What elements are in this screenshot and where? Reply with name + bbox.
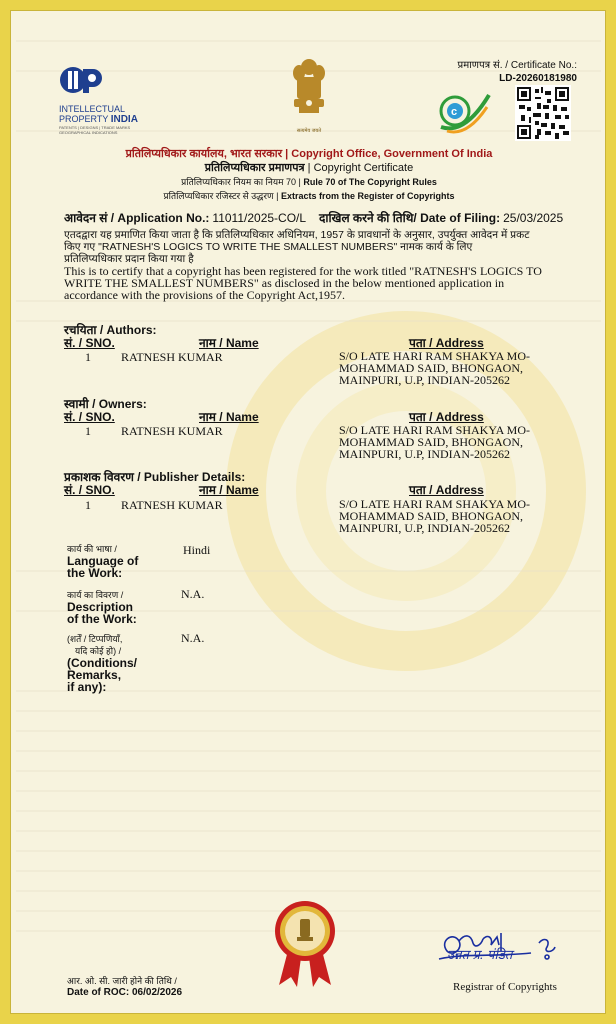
certify-english-line2: WRITE THE SMALLEST NUMBERS" as disclosed in the below mentioned application in [64, 276, 505, 290]
registrar-label: Registrar of Copyrights [453, 981, 557, 993]
remarks-label-hindi2: यदि कोई हो) / [75, 646, 122, 656]
roc-date-block [67, 975, 182, 999]
publisher-sno-header: सं. / SNO. [64, 483, 115, 497]
owner-name: RATNESH KUMAR [121, 424, 223, 438]
emblem-caption: सत्यमेव जयते [296, 128, 322, 134]
authors-title: रचयिता / Authors: [64, 323, 157, 337]
language-value: Hindi [183, 543, 211, 557]
extract-hindi: प्रतिलिप्यधिकार रजिस्टर से उद्धरण [163, 191, 274, 201]
certificate-no-value: LD-20260181980 [499, 73, 577, 84]
copyright-c-logo [437, 87, 493, 142]
ip-india-emblem-icon [59, 63, 103, 97]
signature-text: उन्नत प्र. पंडित [447, 947, 513, 962]
roc-date-english: Date of ROC: 06/02/2026 [67, 987, 183, 998]
roc-date-hindi: आर. ओ. सी. जारी होने की तिथि / [67, 976, 177, 986]
certificate-title-hindi: प्रतिलिप्यधिकार प्रमाणपत्र [204, 162, 305, 174]
owner-sno: 1 [85, 424, 91, 438]
description-label-en1: Description [67, 600, 134, 614]
ip-india-bold: INDIA [110, 114, 138, 125]
ip-india-logo [59, 63, 138, 135]
separator: | [298, 177, 301, 187]
ip-india-sub2: GEOGRAPHICAL INDICATIONS [59, 130, 118, 135]
owner-address [339, 424, 530, 460]
certificate-no-label: प्रमाणपत्र सं. / Certificate No.: [457, 60, 577, 71]
filing-date-value: 25/03/2025 [503, 211, 564, 225]
extract-line [11, 189, 606, 203]
filing-date-label: दाखिल करने की तिथि/ Date of Filing: [319, 211, 501, 225]
official-seal-icon [269, 899, 341, 989]
publisher-sno: 1 [85, 498, 91, 512]
separator: | [285, 148, 289, 160]
rule-line [11, 175, 606, 189]
language-label-hindi: कार्य की भाषा / [67, 544, 117, 554]
owners-name-header: नाम / Name [199, 410, 259, 424]
certify-english-line1: This is to certify that a copyright has been registered for the work titled "RATNESH'S LOGICS TO [64, 264, 542, 278]
certificate-title [11, 161, 606, 175]
publisher-address-header: पता / Address [409, 483, 484, 497]
description-label-en2: of the Work: [67, 612, 137, 626]
header-block [11, 147, 606, 203]
publisher-address-line1: S/O LATE HARI RAM SHAKYA MO- [339, 497, 531, 511]
remarks-label-hindi1: (शर्तें / टिप्पणियाँ, [67, 634, 123, 644]
ashoka-lion-icon [289, 55, 329, 125]
certification-paragraph [64, 229, 594, 301]
copyright-logo-icon [437, 87, 493, 137]
qr-code[interactable] [515, 85, 571, 141]
remarks-label-en2: Remarks, [67, 668, 122, 682]
application-no-value: 11011/2025-CO/L [212, 211, 307, 225]
description-label-hindi: कार्य का विवरण / [67, 590, 124, 600]
extract-english: Extracts from the Register of Copyrights [280, 191, 455, 201]
authors-address-header: पता / Address [409, 336, 484, 350]
publisher-address [339, 498, 530, 534]
office-title-english: Copyright Office, Government Of India [291, 148, 493, 160]
remarks-label-en1: (Conditions/ [67, 656, 137, 670]
certificate-number-block [441, 59, 577, 85]
owner-address-line3: MAINPURI, U.P, INDIAN-205262 [339, 447, 510, 461]
language-label-en1: Language of [67, 554, 139, 568]
publisher-address-line3: MAINPURI, U.P, INDIAN-205262 [339, 521, 510, 535]
separator: | [276, 191, 279, 201]
remarks-label-en3: if any): [67, 680, 107, 694]
owners-address-header: पता / Address [409, 410, 484, 424]
certify-hindi-line3: प्रतिलिप्यधिकार प्रदान किया गया है [64, 253, 194, 265]
remarks-value: N.A. [181, 631, 205, 645]
ip-india-line1: INTELLECTUAL [59, 104, 126, 114]
author-name: RATNESH KUMAR [121, 350, 223, 364]
separator: | [307, 162, 311, 174]
application-line [64, 209, 594, 226]
authors-name-header: नाम / Name [199, 336, 259, 350]
author-address-line1: S/O LATE HARI RAM SHAKYA MO- [339, 349, 531, 363]
author-address [339, 350, 530, 386]
language-label [67, 543, 138, 579]
office-title [11, 147, 606, 161]
owners-sno-header: सं. / SNO. [64, 410, 115, 424]
remarks-label [67, 633, 137, 693]
certificate-title-english: Copyright Certificate [313, 162, 414, 174]
description-value: N.A. [181, 587, 205, 601]
authors-sno-header: सं. / SNO. [64, 336, 115, 350]
owners-title: स्वामी / Owners: [64, 397, 147, 411]
description-label [67, 589, 137, 625]
owner-address-line1: S/O LATE HARI RAM SHAKYA MO- [339, 423, 531, 437]
svg-text:c: c [451, 106, 458, 118]
certificate-page [10, 10, 606, 1014]
ip-india-sub1: PATENTS | DESIGNS | TRADE MARKS [59, 125, 131, 130]
certify-hindi-line1: एतदद्वारा यह प्रमाणित किया जाता है कि प्रतिलिप्यधिकार अधिनियम, 1957 के प्रावधानों के अनुसार, उपर्युक्त आवेदन में प्रकट [64, 229, 530, 241]
language-label-en2: the Work: [67, 566, 123, 580]
rule-english: Rule 70 of The Copyright Rules [303, 177, 437, 187]
publisher-title: प्रकाशक विवरण / Publisher Details: [64, 470, 246, 484]
author-address-line2: MOHAMMAD SAID, BHONGAON, [339, 361, 524, 375]
publisher-name-header: नाम / Name [199, 483, 259, 497]
certify-english-line3: accordance with the provisions of the Copyright Act,1957. [64, 288, 345, 302]
publisher-address-line2: MOHAMMAD SAID, BHONGAON, [339, 509, 524, 523]
author-address-line3: MAINPURI, U.P, INDIAN-205262 [339, 373, 510, 387]
owner-address-line2: MOHAMMAD SAID, BHONGAON, [339, 435, 524, 449]
application-no-label: आवेदन सं / Application No.: [64, 211, 210, 225]
rule-hindi: प्रतिलिप्यधिकार नियम का नियम 70 [181, 177, 296, 187]
publisher-name: RATNESH KUMAR [121, 498, 223, 512]
office-title-hindi: प्रतिलिप्यधिकार कार्यालय, भारत सरकार [125, 148, 283, 160]
certify-hindi-line2: किए गए "RATNESH'S LOGICS TO WRITE THE SMALLEST NUMBERS" नामक कार्य के लिए [64, 241, 473, 253]
state-emblem [287, 55, 331, 134]
author-sno: 1 [85, 350, 91, 364]
ip-india-line2: PROPERTY [59, 114, 109, 124]
